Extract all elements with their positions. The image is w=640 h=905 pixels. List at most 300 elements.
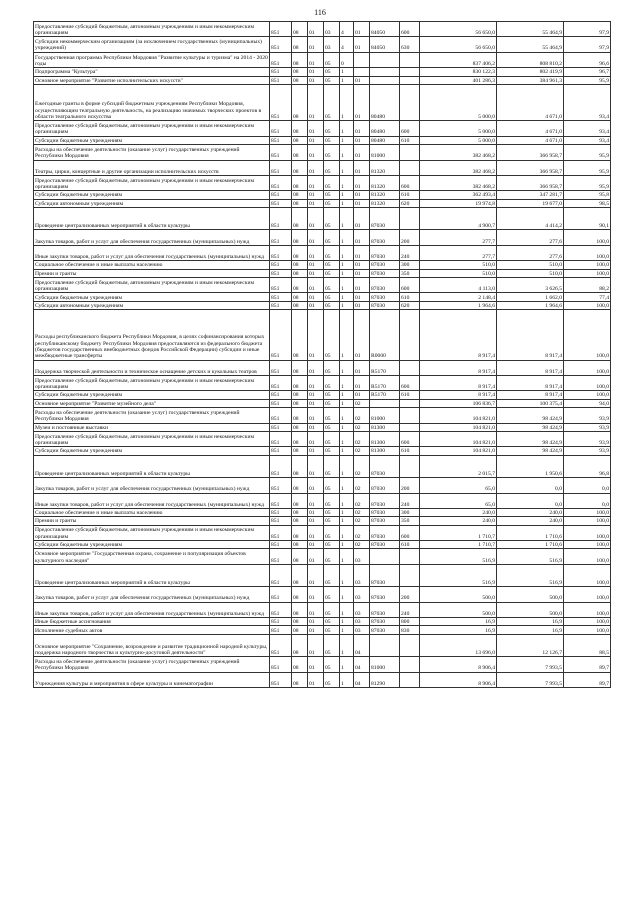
execution-percent: 89,7 <box>564 657 611 672</box>
table-row <box>34 199 611 207</box>
event-code: 02 <box>354 508 370 516</box>
ministry-code: 851 <box>270 478 292 493</box>
subprogram-code: 1 <box>340 375 354 390</box>
execution-percent: 100,0 <box>564 508 611 516</box>
program-code: 05 <box>324 423 340 431</box>
plan-amount: 56 650,0 <box>420 22 497 37</box>
expense-type-code: 600 <box>400 22 420 37</box>
plan-amount: 8 906,4 <box>420 672 497 687</box>
table-row <box>34 587 611 602</box>
table-row <box>34 52 611 67</box>
direction-code: 87030 <box>370 517 400 525</box>
direction-code: 81000 <box>370 657 400 672</box>
ministry-code: 851 <box>270 230 292 245</box>
plan-amount: 382 468,2 <box>420 160 497 175</box>
subsection-code: 01 <box>308 245 324 260</box>
program-code: 05 <box>324 121 340 136</box>
subprogram-code: 1 <box>340 423 354 431</box>
direction-code <box>370 634 400 656</box>
program-code: 05 <box>324 447 340 455</box>
subsection-code: 01 <box>308 175 324 190</box>
subsection-code: 01 <box>308 261 324 269</box>
program-code: 05 <box>324 408 340 423</box>
actual-amount: 4 671,0 <box>497 84 564 120</box>
ministry-code: 851 <box>270 634 292 656</box>
subsection-code: 01 <box>308 525 324 540</box>
expense-type-code: 610 <box>400 541 420 549</box>
subprogram-code: 4 <box>340 22 354 37</box>
program-code: 05 <box>324 517 340 525</box>
expense-type-code <box>400 423 420 431</box>
plan-amount: 13 696,0 <box>420 634 497 656</box>
execution-percent: 95,9 <box>564 160 611 175</box>
subprogram-code: 1 <box>340 76 354 84</box>
section-code: 08 <box>292 191 308 199</box>
event-code: 01 <box>354 391 370 399</box>
program-code: 05 <box>324 136 340 144</box>
subprogram-code: 1 <box>340 68 354 76</box>
ministry-code: 851 <box>270 269 292 277</box>
row-description: Подпрограмма "Культура" <box>34 68 270 76</box>
execution-percent: 96,8 <box>564 455 611 477</box>
event-code: 02 <box>354 525 370 540</box>
ministry-code: 851 <box>270 360 292 375</box>
subprogram-code: 1 <box>340 602 354 617</box>
ministry-code: 851 <box>270 208 292 230</box>
plan-amount: 1 964,6 <box>420 301 497 309</box>
subsection-code: 01 <box>308 564 324 586</box>
row-description: Расходы на обеспечение деятельности (оказание услуг) государственных учреждений Республики Мордовия <box>34 408 270 423</box>
section-code: 08 <box>292 391 308 399</box>
event-code: 02 <box>354 399 370 407</box>
plan-amount: 362 493,4 <box>420 191 497 199</box>
table-row <box>34 447 611 455</box>
ministry-code: 851 <box>270 672 292 687</box>
event-code: 02 <box>354 447 370 455</box>
event-code: 01 <box>354 245 370 260</box>
row-description: Основное мероприятие "Развитие исполнительских искусств" <box>34 76 270 84</box>
table-row <box>34 541 611 549</box>
table-row <box>34 478 611 493</box>
table-row <box>34 549 611 564</box>
subsection-code: 01 <box>308 52 324 67</box>
plan-amount: 65,0 <box>420 493 497 508</box>
execution-percent: 89,7 <box>564 672 611 687</box>
event-code: 01 <box>354 145 370 160</box>
row-description: Закупка товаров, работ и услуг для обеспечения государственных (муниципальных) нужд <box>34 587 270 602</box>
row-description: Предоставление субсидий бюджетным, автономным учреждениям и иным некоммерческим организациям <box>34 175 270 190</box>
plan-amount: 104 821,0 <box>420 423 497 431</box>
plan-amount: 65,0 <box>420 478 497 493</box>
subprogram-code: 1 <box>340 191 354 199</box>
execution-percent: 95,9 <box>564 175 611 190</box>
table-row <box>34 399 611 407</box>
row-description: Предоставление субсидий бюджетным, автономным учреждениям и иным некоммерческим организациям <box>34 375 270 390</box>
subsection-code: 01 <box>308 278 324 293</box>
program-code: 05 <box>324 525 340 540</box>
section-code: 08 <box>292 657 308 672</box>
actual-amount: 500,0 <box>497 587 564 602</box>
ministry-code: 851 <box>270 626 292 634</box>
section-code: 08 <box>292 634 308 656</box>
actual-amount: 3 626,5 <box>497 278 564 293</box>
event-code: 02 <box>354 541 370 549</box>
table-row <box>34 278 611 293</box>
actual-amount: 98 424,9 <box>497 408 564 423</box>
ministry-code: 851 <box>270 22 292 37</box>
table-row <box>34 230 611 245</box>
subprogram-code: 1 <box>340 145 354 160</box>
expense-type-code <box>400 160 420 175</box>
row-description: Субсидии автономным учреждениям <box>34 199 270 207</box>
event-code: 01 <box>354 84 370 120</box>
table-row <box>34 84 611 120</box>
subsection-code: 01 <box>308 391 324 399</box>
program-code: 05 <box>324 191 340 199</box>
row-description: Субсидии некоммерческим организациям (за исключением государственных (муниципальных) учреждений) <box>34 37 270 52</box>
program-code: 05 <box>324 618 340 626</box>
event-code: 01 <box>354 278 370 293</box>
subsection-code: 01 <box>308 399 324 407</box>
plan-amount: 516,9 <box>420 549 497 564</box>
row-description: Поддержка творческой деятельности и техническое оснащение детских и кукольных театров <box>34 360 270 375</box>
ministry-code: 851 <box>270 549 292 564</box>
actual-amount: 240,0 <box>497 508 564 516</box>
actual-amount: 16,9 <box>497 618 564 626</box>
direction-code: 81320 <box>370 199 400 207</box>
subsection-code: 01 <box>308 191 324 199</box>
subprogram-code: 1 <box>340 478 354 493</box>
plan-amount: 104 821,0 <box>420 447 497 455</box>
expense-type-code <box>400 564 420 586</box>
actual-amount: 4 671,0 <box>497 121 564 136</box>
row-description: Иные бюджетные ассигнования <box>34 618 270 626</box>
table-row <box>34 76 611 84</box>
plan-amount: 8 917,4 <box>420 375 497 390</box>
expense-type-code: 600 <box>400 175 420 190</box>
section-code: 08 <box>292 261 308 269</box>
subsection-code: 01 <box>308 602 324 617</box>
row-description: Субсидии бюджетным учреждениям <box>34 541 270 549</box>
expense-type-code <box>400 657 420 672</box>
section-code: 08 <box>292 517 308 525</box>
table-row <box>34 269 611 277</box>
direction-code: 81000 <box>370 145 400 160</box>
program-code: 05 <box>324 508 340 516</box>
ministry-code: 851 <box>270 175 292 190</box>
row-description: Субсидии бюджетным учреждениям <box>34 293 270 301</box>
ministry-code: 851 <box>270 145 292 160</box>
event-code: 02 <box>354 478 370 493</box>
execution-percent: 93,9 <box>564 447 611 455</box>
program-code: 05 <box>324 301 340 309</box>
plan-amount: 19 974,8 <box>420 199 497 207</box>
section-code: 08 <box>292 408 308 423</box>
row-description: Субсидии бюджетным учреждениям <box>34 391 270 399</box>
section-code: 08 <box>292 52 308 67</box>
table-row <box>34 391 611 399</box>
ministry-code: 851 <box>270 121 292 136</box>
expense-type-code <box>400 310 420 360</box>
actual-amount: 347 281,7 <box>497 191 564 199</box>
direction-code: 87030 <box>370 230 400 245</box>
ministry-code: 851 <box>270 447 292 455</box>
direction-code <box>370 399 400 407</box>
table-row <box>34 408 611 423</box>
section-code: 08 <box>292 375 308 390</box>
subsection-code: 01 <box>308 587 324 602</box>
expense-type-code: 830 <box>400 626 420 634</box>
expense-type-code <box>400 208 420 230</box>
program-code: 05 <box>324 391 340 399</box>
row-description: Ежегодные гранты в форме субсидий бюджетным учреждениям Республики Мордовия, осуществляющим театральную деятельность, на реализацию значимых творческих проектов в области театрального искусства <box>34 84 270 120</box>
direction-code: 84050 <box>370 37 400 52</box>
row-description: Расходы на обеспечение деятельности (оказание услуг) государственных учреждений Республики Мордовия <box>34 657 270 672</box>
plan-amount: 5 000,0 <box>420 136 497 144</box>
plan-amount: 510,0 <box>420 269 497 277</box>
program-code: 05 <box>324 269 340 277</box>
section-code: 08 <box>292 360 308 375</box>
actual-amount: 366 958,7 <box>497 175 564 190</box>
table-row <box>34 145 611 160</box>
subprogram-code: 1 <box>340 399 354 407</box>
event-code: 01 <box>354 230 370 245</box>
actual-amount: 1 710,6 <box>497 541 564 549</box>
row-description: Закупка товаров, работ и услуг для обеспечения государственных (муниципальных) нужд <box>34 230 270 245</box>
section-code: 08 <box>292 301 308 309</box>
event-code: 02 <box>354 408 370 423</box>
subprogram-code: 1 <box>340 121 354 136</box>
ministry-code: 851 <box>270 399 292 407</box>
subprogram-code: 1 <box>340 269 354 277</box>
direction-code: 87030 <box>370 261 400 269</box>
section-code: 08 <box>292 199 308 207</box>
execution-percent: 96,7 <box>564 68 611 76</box>
plan-amount: 401 286,3 <box>420 76 497 84</box>
subprogram-code: 1 <box>340 245 354 260</box>
direction-code: 87030 <box>370 564 400 586</box>
subprogram-code: 1 <box>340 408 354 423</box>
direction-code: 87030 <box>370 618 400 626</box>
table-row <box>34 37 611 52</box>
table-row <box>34 293 611 301</box>
execution-percent: 95,9 <box>564 76 611 84</box>
row-description: Закупка товаров, работ и услуг для обеспечения государственных (муниципальных) нужд <box>34 478 270 493</box>
program-code: 05 <box>324 199 340 207</box>
direction-code: 84050 <box>370 22 400 37</box>
subprogram-code: 1 <box>340 517 354 525</box>
program-code: 05 <box>324 175 340 190</box>
subprogram-code: 1 <box>340 618 354 626</box>
expense-type-code: 800 <box>400 618 420 626</box>
event-code: 03 <box>354 618 370 626</box>
table-row <box>34 68 611 76</box>
event-code: 01 <box>354 375 370 390</box>
plan-amount: 5 000,0 <box>420 84 497 120</box>
subsection-code: 01 <box>308 22 324 37</box>
section-code: 08 <box>292 508 308 516</box>
table-row <box>34 121 611 136</box>
ministry-code: 851 <box>270 76 292 84</box>
section-code: 08 <box>292 245 308 260</box>
section-code: 08 <box>292 278 308 293</box>
event-code: 01 <box>354 208 370 230</box>
program-code: 05 <box>324 76 340 84</box>
actual-amount: 1 950,6 <box>497 455 564 477</box>
row-description: Предоставление субсидий бюджетным, автономным учреждениям и иным некоммерческим организациям <box>34 525 270 540</box>
subsection-code: 01 <box>308 375 324 390</box>
row-description: Театры, цирки, концертные и другие организации исполнительских искусств <box>34 160 270 175</box>
direction-code: 81320 <box>370 191 400 199</box>
actual-amount: 510,0 <box>497 261 564 269</box>
expense-type-code: 630 <box>400 37 420 52</box>
execution-percent: 98,5 <box>564 199 611 207</box>
ministry-code: 851 <box>270 293 292 301</box>
direction-code: R5170 <box>370 375 400 390</box>
event-code: 03 <box>354 564 370 586</box>
subprogram-code: 1 <box>340 199 354 207</box>
direction-code: 87030 <box>370 301 400 309</box>
plan-amount: 4 113,0 <box>420 278 497 293</box>
table-row <box>34 455 611 477</box>
event-code: 03 <box>354 626 370 634</box>
event-code: 03 <box>354 549 370 564</box>
actual-amount: 98 424,9 <box>497 423 564 431</box>
ministry-code: 851 <box>270 423 292 431</box>
direction-code: 81320 <box>370 160 400 175</box>
actual-amount: 8 917,4 <box>497 391 564 399</box>
program-code: 05 <box>324 245 340 260</box>
ministry-code: 851 <box>270 199 292 207</box>
section-code: 08 <box>292 399 308 407</box>
ministry-code: 851 <box>270 602 292 617</box>
table-row <box>34 191 611 199</box>
event-code: 02 <box>354 455 370 477</box>
subsection-code: 01 <box>308 541 324 549</box>
actual-amount: 1 964,6 <box>497 301 564 309</box>
subsection-code: 01 <box>308 293 324 301</box>
subprogram-code: 1 <box>340 261 354 269</box>
execution-percent: 100,0 <box>564 301 611 309</box>
subprogram-code: 1 <box>340 136 354 144</box>
program-code: 05 <box>324 261 340 269</box>
expense-type-code: 200 <box>400 230 420 245</box>
section-code: 08 <box>292 602 308 617</box>
table-row <box>34 423 611 431</box>
plan-amount: 5 000,0 <box>420 121 497 136</box>
ministry-code: 851 <box>270 52 292 67</box>
subprogram-code: 1 <box>340 431 354 446</box>
actual-amount: 277,6 <box>497 230 564 245</box>
plan-amount: 16,9 <box>420 626 497 634</box>
table-row <box>34 657 611 672</box>
program-code: 05 <box>324 360 340 375</box>
row-description: Иные закупки товаров, работ и услуг для обеспечения государственных (муниципальных) нужд <box>34 245 270 260</box>
ministry-code: 851 <box>270 310 292 360</box>
event-code: 01 <box>354 360 370 375</box>
event-code: 01 <box>354 136 370 144</box>
subsection-code: 01 <box>308 618 324 626</box>
event-code: 01 <box>354 301 370 309</box>
execution-percent: 93,4 <box>564 121 611 136</box>
execution-percent: 77,4 <box>564 293 611 301</box>
actual-amount: 0,0 <box>497 478 564 493</box>
subprogram-code: 1 <box>340 278 354 293</box>
subsection-code: 01 <box>308 626 324 634</box>
program-code: 05 <box>324 52 340 67</box>
execution-percent: 100,0 <box>564 626 611 634</box>
direction-code: 81300 <box>370 423 400 431</box>
plan-amount: 277,7 <box>420 230 497 245</box>
event-code: 01 <box>354 22 370 37</box>
subprogram-code: 1 <box>340 447 354 455</box>
row-description: Субсидии бюджетным учреждениям <box>34 136 270 144</box>
ministry-code: 851 <box>270 301 292 309</box>
event-code: 01 <box>354 199 370 207</box>
event-code: 04 <box>354 672 370 687</box>
event-code: 04 <box>354 634 370 656</box>
execution-percent: 96,6 <box>564 52 611 67</box>
table-row <box>34 301 611 309</box>
expense-type-code: 600 <box>400 375 420 390</box>
expense-type-code: 300 <box>400 261 420 269</box>
table-row <box>34 375 611 390</box>
execution-percent: 100,0 <box>564 375 611 390</box>
ministry-code: 851 <box>270 517 292 525</box>
plan-amount: 1 710,7 <box>420 525 497 540</box>
actual-amount: 366 958,7 <box>497 160 564 175</box>
section-code: 08 <box>292 431 308 446</box>
section-code: 08 <box>292 230 308 245</box>
subsection-code: 01 <box>308 76 324 84</box>
plan-amount: 104 821,0 <box>420 431 497 446</box>
table-row <box>34 22 611 37</box>
subprogram-code: 1 <box>340 293 354 301</box>
subsection-code: 01 <box>308 508 324 516</box>
ministry-code: 851 <box>270 278 292 293</box>
table-row <box>34 160 611 175</box>
event-code: 01 <box>354 310 370 360</box>
event-code: 01 <box>354 37 370 52</box>
expense-type-code: 600 <box>400 431 420 446</box>
actual-amount: 98 424,9 <box>497 447 564 455</box>
section-code: 08 <box>292 175 308 190</box>
subsection-code: 01 <box>308 493 324 508</box>
actual-amount: 7 993,5 <box>497 657 564 672</box>
expense-type-code <box>400 455 420 477</box>
expense-type-code: 350 <box>400 269 420 277</box>
actual-amount: 366 958,7 <box>497 145 564 160</box>
section-code: 08 <box>292 564 308 586</box>
ministry-code: 851 <box>270 136 292 144</box>
direction-code: 87030 <box>370 626 400 634</box>
program-code: 05 <box>324 145 340 160</box>
program-code: 05 <box>324 278 340 293</box>
execution-percent: 93,4 <box>564 136 611 144</box>
expense-type-code: 610 <box>400 191 420 199</box>
expense-type-code: 620 <box>400 301 420 309</box>
section-code: 08 <box>292 549 308 564</box>
subsection-code: 01 <box>308 269 324 277</box>
plan-amount: 56 650,0 <box>420 37 497 52</box>
row-description: Предоставление субсидий бюджетным, автономным учреждениям и иным некоммерческим организациям <box>34 22 270 37</box>
actual-amount: 12 126,7 <box>497 634 564 656</box>
row-description: Субсидии бюджетным учреждениям <box>34 191 270 199</box>
program-code: 05 <box>324 478 340 493</box>
section-code: 08 <box>292 618 308 626</box>
program-code: 05 <box>324 208 340 230</box>
expense-type-code <box>400 68 420 76</box>
